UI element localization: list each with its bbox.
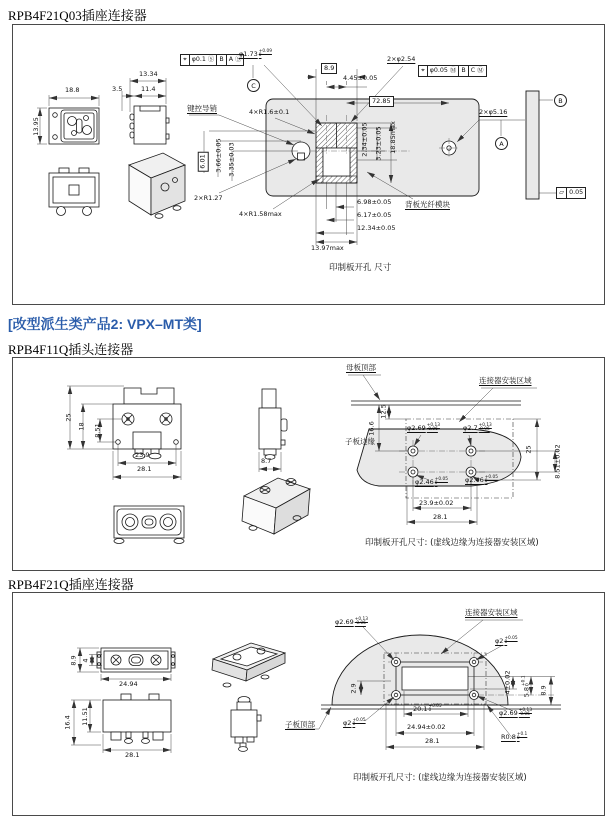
section2-title: RPB4F11Q插头连接器 bbox=[8, 342, 134, 357]
dim-pitch: 4.45±0.05 bbox=[343, 74, 378, 82]
tol-lower: -0.06 bbox=[478, 427, 490, 433]
dim-span1: 23.9±0.02 bbox=[419, 499, 454, 507]
front-view bbox=[64, 386, 181, 480]
fcf-tolerance: 0.05 bbox=[566, 187, 586, 199]
dim-row-vertical: 4±0.02 bbox=[503, 670, 512, 695]
dim-hole-tr bbox=[495, 637, 518, 646]
dim-hole-br bbox=[465, 476, 498, 485]
front-view bbox=[37, 95, 99, 144]
dim-tolerance bbox=[519, 709, 532, 718]
dim-side-total: 13.34 bbox=[139, 70, 158, 78]
dim-left-boxed: 6.01 bbox=[198, 151, 209, 171]
isometric-view bbox=[212, 643, 285, 687]
fcf-tolerance: φ0.05 Ⓜ bbox=[427, 65, 459, 77]
dim-hole-tl bbox=[335, 618, 368, 627]
dim-front-height2: 18 bbox=[77, 422, 86, 431]
dim-value: φ1.73 bbox=[239, 49, 258, 58]
dim-front-height: 25 bbox=[64, 413, 73, 422]
dim-value: R0.8 bbox=[501, 732, 516, 741]
tol-lower: 0 bbox=[525, 683, 531, 686]
dim-front-width: 18.8 bbox=[65, 86, 80, 94]
panel1-caption: 印制板开孔 尺寸 bbox=[329, 263, 392, 273]
dim-hole-bl bbox=[415, 478, 448, 487]
dim-hole-bl bbox=[343, 719, 366, 728]
tol-lower: 0 bbox=[516, 736, 520, 742]
fcf-datum-ref: C Ⓜ bbox=[468, 65, 487, 77]
dim-corner-radius bbox=[501, 733, 527, 742]
label-motherboard-top: 母板顶部 bbox=[346, 363, 376, 372]
dim-value: 5.8 bbox=[522, 686, 531, 698]
dim-gap2: 16.6 bbox=[367, 421, 376, 436]
tol-upper: +0.1 bbox=[516, 732, 528, 737]
tol-lower: 0 bbox=[434, 481, 438, 487]
dim-left-b: 3.35±0.03 bbox=[227, 142, 236, 177]
dim-span2: 28.1 bbox=[433, 513, 448, 521]
tol-upper: +0.13 bbox=[478, 423, 492, 428]
dim-value: φ2.69 bbox=[499, 708, 518, 717]
fcf-datum-ref: B bbox=[216, 54, 226, 66]
fcf-symbol: ⌖ bbox=[418, 65, 428, 77]
dim-bottom-d: 13.97max bbox=[311, 244, 344, 252]
dim-hole-left bbox=[407, 424, 440, 433]
dim-value: φ2.69 bbox=[407, 423, 426, 432]
dim-hole-span: 72.85 bbox=[369, 96, 394, 107]
panel3-caption: 印制板开孔尺寸: (虚线边缘为连接器安装区域) bbox=[353, 773, 527, 783]
isometric-view bbox=[242, 478, 310, 534]
dim-side-width: 8.7 bbox=[261, 457, 272, 465]
datum-a: A bbox=[495, 137, 508, 150]
dim-holes-big: 2×φ5.16 bbox=[479, 108, 508, 116]
tol-lower: 0 bbox=[484, 479, 488, 485]
label-daughter-edge: 子板边缘 bbox=[345, 437, 375, 446]
bottom-view bbox=[114, 506, 184, 544]
label-mount-area: 连接器安装区域 bbox=[479, 376, 532, 385]
dim-top-width: 24.94 bbox=[119, 680, 138, 688]
dim-slot-width bbox=[413, 705, 442, 714]
dim-hole-right bbox=[463, 424, 492, 433]
feature-control-frame-position-2 bbox=[419, 65, 487, 77]
dim-value: φ2.69 bbox=[335, 617, 354, 626]
datum-c: C bbox=[247, 79, 260, 92]
dim-side-a: 3.5 bbox=[112, 85, 123, 93]
dim-top-height2: 4 bbox=[81, 658, 90, 663]
datum-b: B bbox=[554, 94, 567, 107]
section1-title: RPB4F21Q03插座连接器 bbox=[8, 8, 147, 23]
dim-tolerance bbox=[352, 719, 365, 728]
dim-value: φ2 bbox=[343, 718, 352, 727]
dim-tolerance bbox=[355, 618, 368, 627]
tol-upper: +0.09 bbox=[258, 49, 272, 54]
label-fiber-module: 背板光纤模块 bbox=[405, 200, 450, 209]
section3-title: RPB4F21Q插座连接器 bbox=[8, 577, 134, 592]
tol-upper: +0.05 bbox=[352, 718, 366, 723]
fcf-symbol: ⌖ bbox=[180, 54, 190, 66]
dim-value: φ2.46 bbox=[465, 475, 484, 484]
dim-cutout-width: 8.9 bbox=[321, 63, 337, 74]
tol-lower: 0 bbox=[428, 708, 432, 714]
dim-holes-small: 2×φ2.54 bbox=[387, 55, 416, 63]
dim-row-pitch: 8.51±0.02 bbox=[553, 444, 562, 479]
dim-v3: 8.9 bbox=[539, 685, 548, 696]
bottom-view bbox=[49, 168, 99, 216]
panel2-caption: 印制板开孔尺寸: (虚线边缘为连接器安装区域) bbox=[365, 538, 539, 548]
dim-tolerance bbox=[517, 733, 527, 742]
dim-side-b: 11.4 bbox=[141, 85, 156, 93]
label-keying-pin: 键控导销 bbox=[187, 104, 217, 113]
dim-tolerance bbox=[485, 476, 498, 485]
tol-upper: +0.05 bbox=[484, 475, 498, 480]
fcf-datum-ref: A Ⓢ bbox=[226, 54, 245, 66]
fcf-symbol: ▱ bbox=[556, 187, 567, 199]
tol-upper: +0.05 bbox=[434, 477, 448, 482]
panel1-drawing bbox=[13, 25, 604, 304]
dim-pin-radius: 2×R1.27 bbox=[194, 194, 223, 202]
dim-bottom-a: 6.98±0.05 bbox=[357, 198, 392, 206]
tol-upper: +0.13 bbox=[354, 617, 368, 622]
tol-lower: -0.06 bbox=[426, 427, 438, 433]
dim-inner-radius: 4×R1.58max bbox=[239, 210, 282, 218]
dim-column-height: 25 bbox=[524, 445, 533, 454]
dim-span1: 24.94±0.02 bbox=[407, 723, 446, 731]
feature-control-frame-position-1 bbox=[181, 54, 244, 66]
section2-header: [改型派生类产品2: VPX–MT类] bbox=[8, 316, 202, 332]
dim-top-height: 8.9 bbox=[69, 655, 78, 666]
drawing-panel-2 bbox=[12, 357, 605, 571]
feature-control-frame-flatness bbox=[557, 187, 586, 199]
tol-lower: 0 bbox=[504, 640, 508, 646]
dim-right-b: 3.23±0.05 bbox=[374, 126, 383, 161]
tol-upper: +0.13 bbox=[426, 423, 440, 428]
dim-front-height2: 11.51 bbox=[80, 707, 89, 726]
tol-upper: +0.1 bbox=[521, 675, 527, 686]
dim-front-width: 28.1 bbox=[125, 751, 140, 759]
tol-upper: +0.05 bbox=[504, 636, 518, 641]
dim-left-vertical: 2.9 bbox=[349, 683, 358, 694]
label-daughter-top: 子板顶部 bbox=[285, 720, 315, 729]
dim-right-a: 2.34±0.05 bbox=[360, 122, 369, 157]
dim-bottom-c: 12.34±0.05 bbox=[357, 224, 396, 232]
dim-pin-diameter bbox=[239, 50, 272, 59]
dim-corner-radius: 4×R1.6±0.1 bbox=[249, 108, 290, 116]
dim-tolerance bbox=[522, 676, 531, 686]
tol-lower: -0.06 bbox=[518, 712, 530, 718]
tol-lower: -0.06 bbox=[354, 621, 366, 627]
dim-value: φ2 bbox=[495, 636, 504, 645]
dim-span2: 28.1 bbox=[425, 737, 440, 745]
dim-left-a: 3.66±0.05 bbox=[214, 138, 223, 173]
tol-lower: 0 bbox=[352, 722, 356, 728]
dim-tolerance bbox=[259, 50, 272, 59]
tol-upper: +0.05 bbox=[428, 704, 442, 709]
dim-v2 bbox=[522, 676, 531, 698]
drawing-panel-3 bbox=[12, 592, 605, 816]
dim-tolerance bbox=[479, 424, 492, 433]
dim-tolerance bbox=[428, 705, 441, 714]
drawing-panel-1 bbox=[12, 24, 605, 305]
dim-value: 20.1 bbox=[413, 704, 428, 713]
tol-lower: 0 bbox=[258, 53, 262, 59]
tol-upper: +0.13 bbox=[518, 708, 532, 713]
isometric-view bbox=[129, 153, 185, 218]
label-mount-area: 连接器安装区域 bbox=[465, 608, 518, 617]
dim-right-c: 18.85max bbox=[388, 121, 397, 154]
dim-value: φ2.46 bbox=[415, 477, 434, 486]
dim-front-height: 13.95 bbox=[31, 117, 40, 136]
dim-hole-br bbox=[499, 709, 532, 718]
side-view bbox=[231, 697, 261, 752]
dim-tolerance bbox=[504, 637, 517, 646]
dim-tolerance bbox=[427, 424, 440, 433]
top-view bbox=[77, 648, 175, 681]
dim-front-width2: 28.1 bbox=[137, 465, 152, 473]
dim-front-height: 16.4 bbox=[63, 715, 72, 730]
dim-front-vertical: 8.51 bbox=[93, 423, 102, 438]
fcf-tolerance: φ0.1 Ⓢ bbox=[189, 54, 217, 66]
dim-gap1: 12.5 bbox=[379, 404, 388, 419]
dim-tolerance bbox=[435, 478, 448, 487]
dim-front-width1: 23.9 bbox=[135, 451, 150, 459]
dim-value: φ2.7 bbox=[463, 423, 478, 432]
dim-bottom-b: 6.17±0.05 bbox=[357, 211, 392, 219]
fcf-datum-ref: B bbox=[458, 65, 468, 77]
